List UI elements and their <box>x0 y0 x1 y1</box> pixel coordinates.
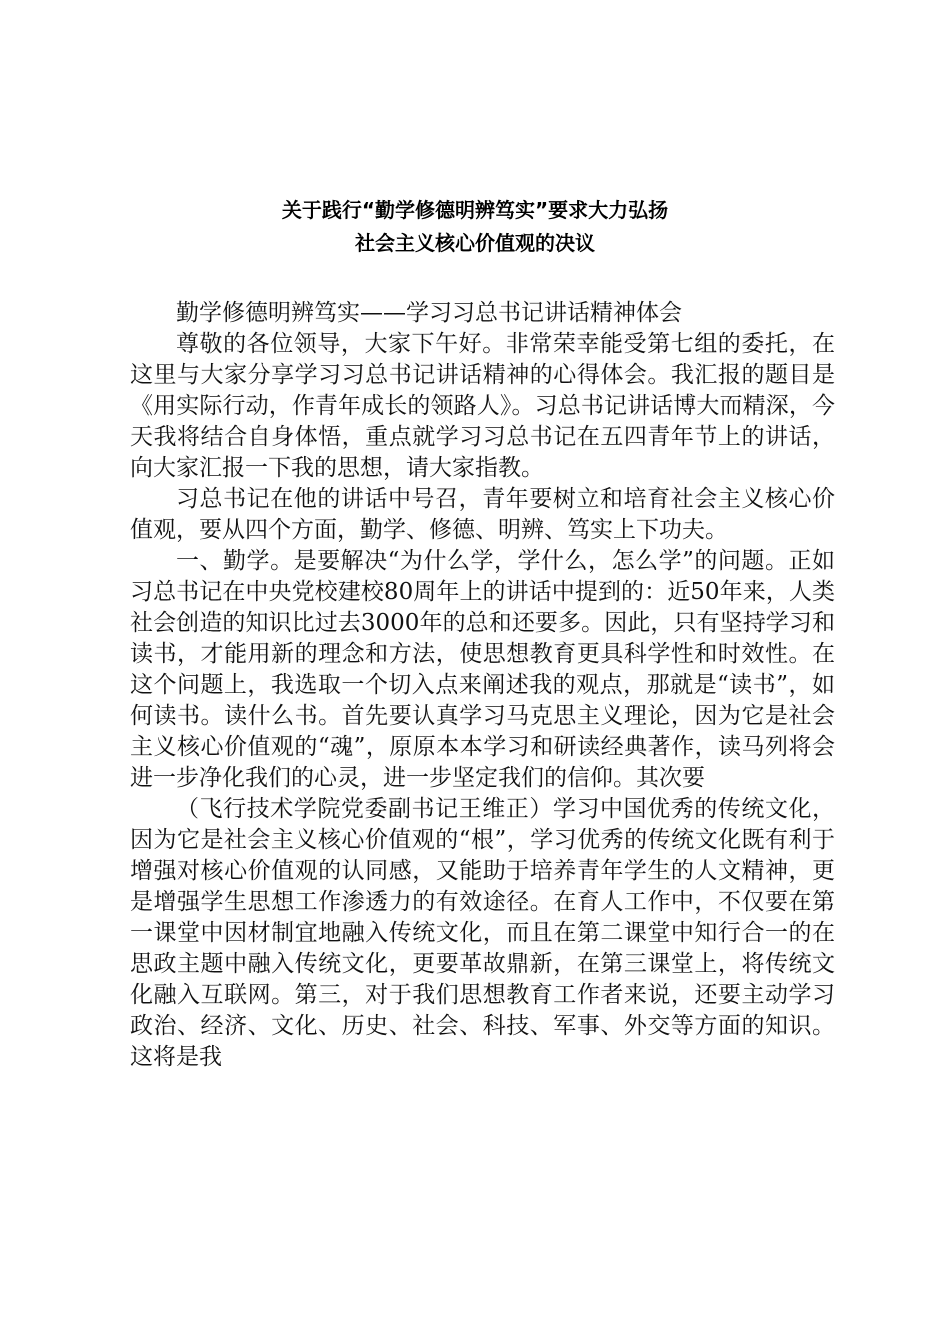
document-title-line-2: 社会主义核心价值观的决议 <box>355 231 595 255</box>
document-title-line-1: 关于践行“勤学修德明辨笃实”要求大力弘扬 <box>281 198 669 222</box>
paragraph-diligent-study: 一、勤学。是要解决“为什么学，学什么，怎么学”的问题。正如习总书记在中央党校建校80周年上的讲话中提到的：近50年来，人类社会创造的知识比过去3000年的总和还要多。因此，只有坚持学习和读书，才能用新的理念和方法，使思想教育更具科学性和时效性。在这个问题上，我选取一个切入点来阐述我的观点，那就是“读书”，如何读书。读什么书。首先要认真学习马克思主义理论，因为它是社会主义核心价值观的“魂”，原原本本学习和研读经典著作，读马列将会进一步净化我们的心灵，进一步坚定我们的信仰。其次要 <box>130 548 835 791</box>
paragraph-greeting: 尊敬的各位领导，大家下午好。非常荣幸能受第七组的委托，在这里与大家分享学习习总书记讲话精神的心得体会。我汇报的题目是《用实际行动，作青年成长的领路人》。习总书记讲话博大而精深，今天我将结合自身体悟，重点就学习习总书记在五四青年节上的讲话，向大家汇报一下我的思想，请大家指教。 <box>130 331 835 481</box>
document-subtitle: 勤学修德明辨笃实——学习习总书记讲话精神体会 <box>176 300 682 326</box>
document-body <box>130 298 835 1073</box>
paragraph-four-aspects: 习总书记在他的讲话中号召，青年要树立和培育社会主义核心价值观，要从四个方面，勤学、修德、明辨、笃实上下功夫。 <box>130 486 835 543</box>
paragraph-traditional-culture: （飞行技术学院党委副书记王维正）学习中国优秀的传统文化，因为它是社会主义核心价值观的“根”，学习优秀的传统文化既有利于增强对核心价值观的认同感，又能助于培养青年学生的人文精神，更是增强学生思想工作渗透力的有效途径。在育人工作中，不仅要在第一课堂中因材制宜地融入传统文化，而且在第二课堂中知行合一的在思政主题中融入传统文化，更要革故鼎新，在第三课堂上，将传统文化融入互联网。第三，对于我们思想教育工作者来说，还要主动学习政治、经济、文化、历史、社会、科技、军事、外交等方面的知识。这将是我 <box>130 796 835 1070</box>
